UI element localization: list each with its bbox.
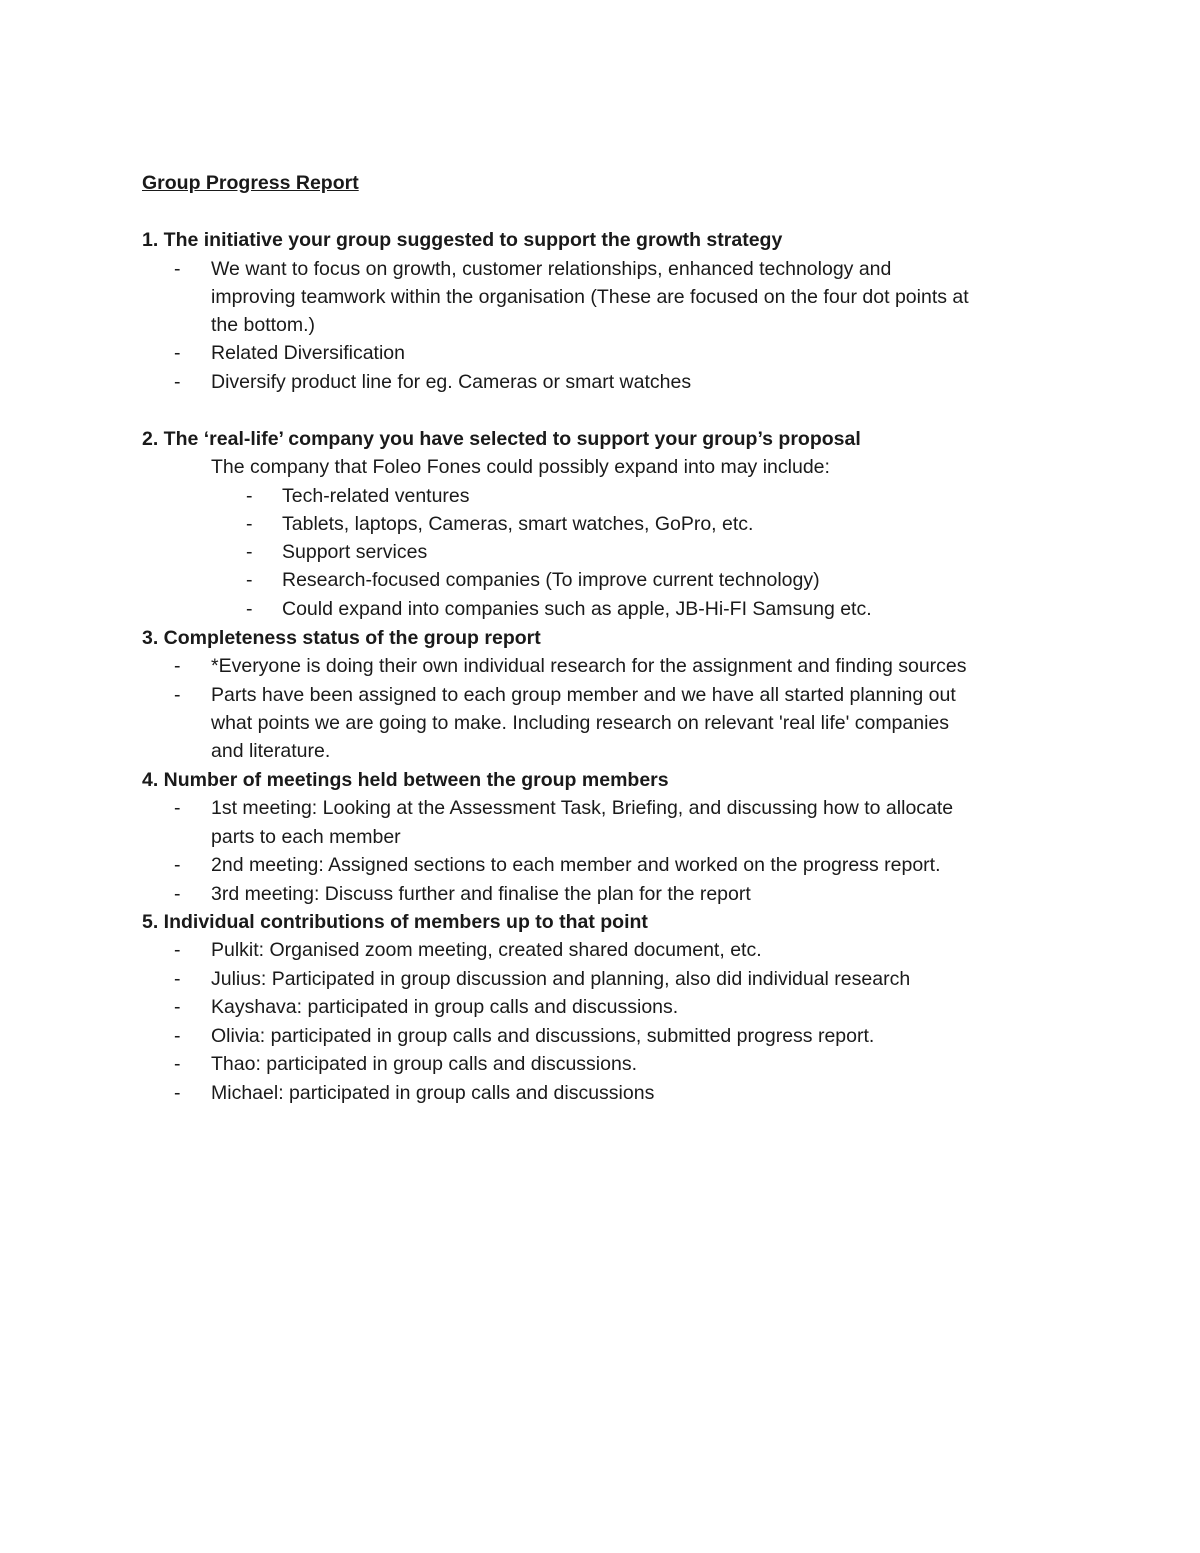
section-heading-3: 3. Completeness status of the group report — [142, 627, 541, 649]
list-item-line: 2nd meeting: Assigned sections to each member and worked on the progress report. — [211, 854, 941, 876]
list-item-line: *Everyone is doing their own individual research for the assignment and finding sources — [211, 655, 967, 677]
bullet-dash: - — [246, 569, 253, 591]
bullet-dash: - — [246, 598, 253, 620]
bullet-dash: - — [174, 655, 181, 677]
list-item-line: Related Diversification — [211, 342, 406, 364]
list-item-line: Michael: participated in group calls and discussions — [211, 1082, 655, 1104]
list-item-line: Pulkit: Organised zoom meeting, created shared document, etc. — [211, 939, 762, 961]
bullet-dash: - — [174, 1053, 181, 1075]
section-heading-5: 5. Individual contributions of members up to that point — [142, 911, 648, 933]
list-item-line: and literature. — [211, 740, 331, 762]
list-item-line: what points we are going to make. Including research on relevant 'real life' companies — [211, 712, 950, 734]
list-item-line: improving teamwork within the organisation (These are focused on the four dot points at — [211, 286, 969, 308]
list-item-line: Parts have been assigned to each group member and we have all started planning out — [211, 684, 956, 706]
bullet-dash: - — [246, 513, 253, 535]
list-item-line: Diversify product line for eg. Cameras or smart watches — [211, 371, 692, 393]
list-item-line: 1st meeting: Looking at the Assessment Task, Briefing, and discussing how to allocate — [211, 797, 954, 819]
bullet-dash: - — [174, 258, 181, 280]
bullet-dash: - — [174, 342, 181, 364]
section-heading-1: 1. The initiative your group suggested to support the growth strategy — [142, 229, 783, 251]
bullet-dash: - — [174, 797, 181, 819]
list-item-line: Kayshava: participated in group calls and discussions. — [211, 996, 679, 1018]
section-heading-2: 2. The ‘real-life’ company you have selected to support your group’s proposal — [142, 428, 861, 450]
bullet-dash: - — [174, 1082, 181, 1104]
bullet-dash: - — [174, 854, 181, 876]
page-title: Group Progress Report — [142, 172, 359, 194]
list-item-line: Julius: Participated in group discussion and planning, also did individual research — [211, 968, 911, 990]
bullet-dash: - — [174, 1025, 181, 1047]
list-item-line: 3rd meeting: Discuss further and finalise the plan for the report — [211, 883, 751, 905]
section-intro: The company that Foleo Fones could possibly expand into may include: — [211, 456, 830, 478]
bullet-dash: - — [246, 541, 253, 563]
bullet-dash: - — [246, 485, 253, 507]
bullet-dash: - — [174, 939, 181, 961]
list-item-line: Tablets, laptops, Cameras, smart watches, GoPro, etc. — [282, 513, 754, 535]
list-item-line: Could expand into companies such as apple, JB-Hi-FI Samsung etc. — [282, 598, 872, 620]
list-item-line: the bottom.) — [211, 314, 316, 336]
list-item-line: parts to each member — [211, 826, 401, 848]
list-item-line: Tech-related ventures — [282, 485, 470, 507]
bullet-dash: - — [174, 968, 181, 990]
list-item-line: Thao: participated in group calls and discussions. — [211, 1053, 637, 1075]
section-heading-4: 4. Number of meetings held between the group members — [142, 769, 669, 791]
bullet-dash: - — [174, 684, 181, 706]
list-item-line: We want to focus on growth, customer relationships, enhanced technology and — [211, 258, 892, 280]
list-item-line: Support services — [282, 541, 428, 563]
list-item-line: Research-focused companies (To improve current technology) — [282, 569, 820, 591]
bullet-dash: - — [174, 371, 181, 393]
list-item-line: Olivia: participated in group calls and discussions, submitted progress report. — [211, 1025, 875, 1047]
bullet-dash: - — [174, 996, 181, 1018]
bullet-dash: - — [174, 883, 181, 905]
